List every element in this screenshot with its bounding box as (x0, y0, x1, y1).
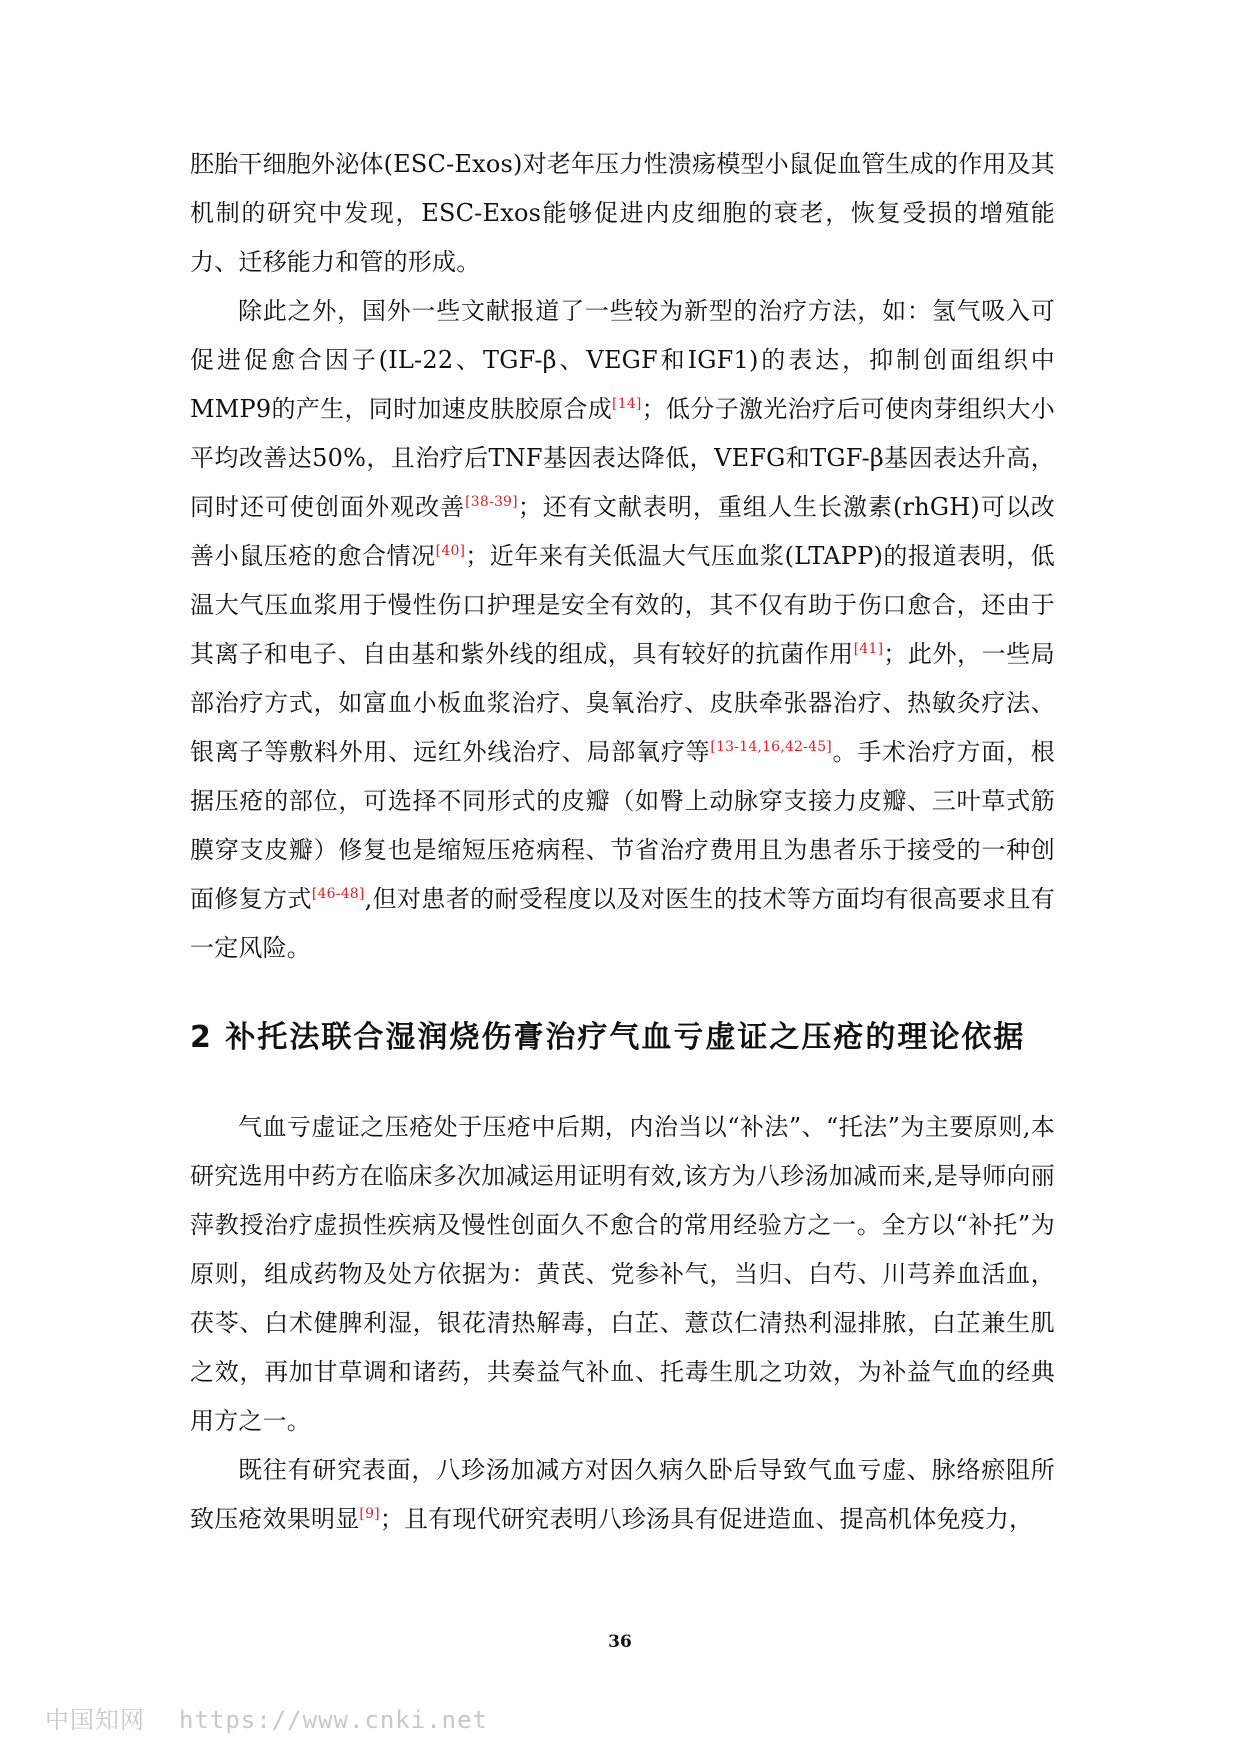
section-heading: 2 补托法联合湿润烧伤膏治疗气血亏虚证之压疮的理论依据 (190, 1020, 1026, 1055)
paragraph-text: ；低分子激光治疗后可使肉芽组织大小平均改善达50%，且治疗后TNF基因表达降低，VEFG和TGF-β基因表达升高，同时还可使创面外观改善 (190, 395, 1055, 521)
paragraph-continued: 胚胎干细胞外泌体(ESC-Exos)对老年压力性溃疡模型小鼠促血管生成的作用及其机制的研究中发现，ESC-Exos能够促进内皮细胞的衰老，恢复受损的增殖能力、迁移能力和管的形成。 (190, 150, 1055, 276)
citation-link[interactable]: [14] (612, 396, 642, 412)
watermark-site-name: 中国知网 (45, 1706, 145, 1734)
citation-link[interactable]: [9] (359, 1506, 380, 1522)
cnki-watermark (45, 1700, 488, 1735)
paragraph-text: ；还有文献表明，重组人生长激素(rhGH)可以改善小鼠压疮的愈合情况 (190, 493, 1055, 570)
citation-link[interactable]: [46-48] (311, 886, 365, 902)
paragraph-text: 既往有研究表面，八珍汤加减方对因久病久卧后导致气血亏虚、脉络瘀阻所致压疮效果明显 (190, 1456, 1055, 1533)
citation-link[interactable]: [41] (853, 641, 884, 657)
document-body (190, 140, 1055, 1544)
paragraph-theory: 气血亏虚证之压疮处于压疮中后期，内治当以“补法”、“托法”为主要原则,本研究选用中药方在临床多次加减运用证明有效,该方为八珍汤加减而来,是导师向丽萍教授治疗虚损性疾病及慢性创面久不愈合的常用经验方之一。全方以“补托”为原则，组成药物及处方依据为：黄芪、党参补气，当归、白芍、川芎养血活血，茯苓、白术健脾利湿，银花清热解毒，白芷、薏苡仁清热利湿排脓，白芷兼生肌之效，再加甘草调和诸药，共奏益气补血、托毒生肌之功效，为补益气血的经典用方之一。 (190, 1113, 1055, 1435)
paragraph-text: ；此外，一些局部治疗方式，如富血小板血浆治疗、臭氧治疗、皮肤牵张器治疗、热敏灸疗法、银离子等敷料外用、远红外线治疗、局部氧疗等 (190, 640, 1055, 766)
citation-link[interactable]: [38-39] (465, 494, 518, 510)
citation-link[interactable]: [13-14,16,42-45] (710, 739, 832, 755)
page-number: 36 (608, 1632, 632, 1652)
watermark-url: https://www.cnki.net (179, 1706, 488, 1734)
paragraph-text: 除此之外，国外一些文献报道了一些较为新型的治疗方法，如：氢气吸入可促进促愈合因子(IL-22、TGF-β、VEGF和IGF1)的表达，抑制创面组织中MMP9的产生，同时加速皮肤胶原合成 (190, 297, 1055, 423)
paragraph-text: 。手术治疗方面，根据压疮的部位，可选择不同形式的皮瓣（如臀上动脉穿支接力皮瓣、三叶草式筋膜穿支皮瓣）修复也是缩短压疮病程、节省治疗费用且为患者乐于接受的一种创面修复方式 (190, 738, 1055, 913)
paragraph-text: ；且有现代研究表明八珍汤具有促进造血、提高机体免疫力， (379, 1505, 1034, 1533)
paragraph-novel-treatments (190, 287, 1055, 973)
paragraph-text: ,但对患者的耐受程度以及对医生的技术等方面均有很高要求且有一定风险。 (190, 885, 1055, 962)
citation-link[interactable]: [40] (435, 543, 466, 559)
paragraph-text: ；近年来有关低温大气压血浆(LTAPP)的报道表明，低温大气压血浆用于慢性伤口护理是安全有效的，其不仅有助于伤口愈合，还由于其离子和电子、自由基和紫外线的组成，具有较好的抗菌作用 (190, 542, 1055, 668)
paragraph-prior-research (190, 1446, 1055, 1544)
